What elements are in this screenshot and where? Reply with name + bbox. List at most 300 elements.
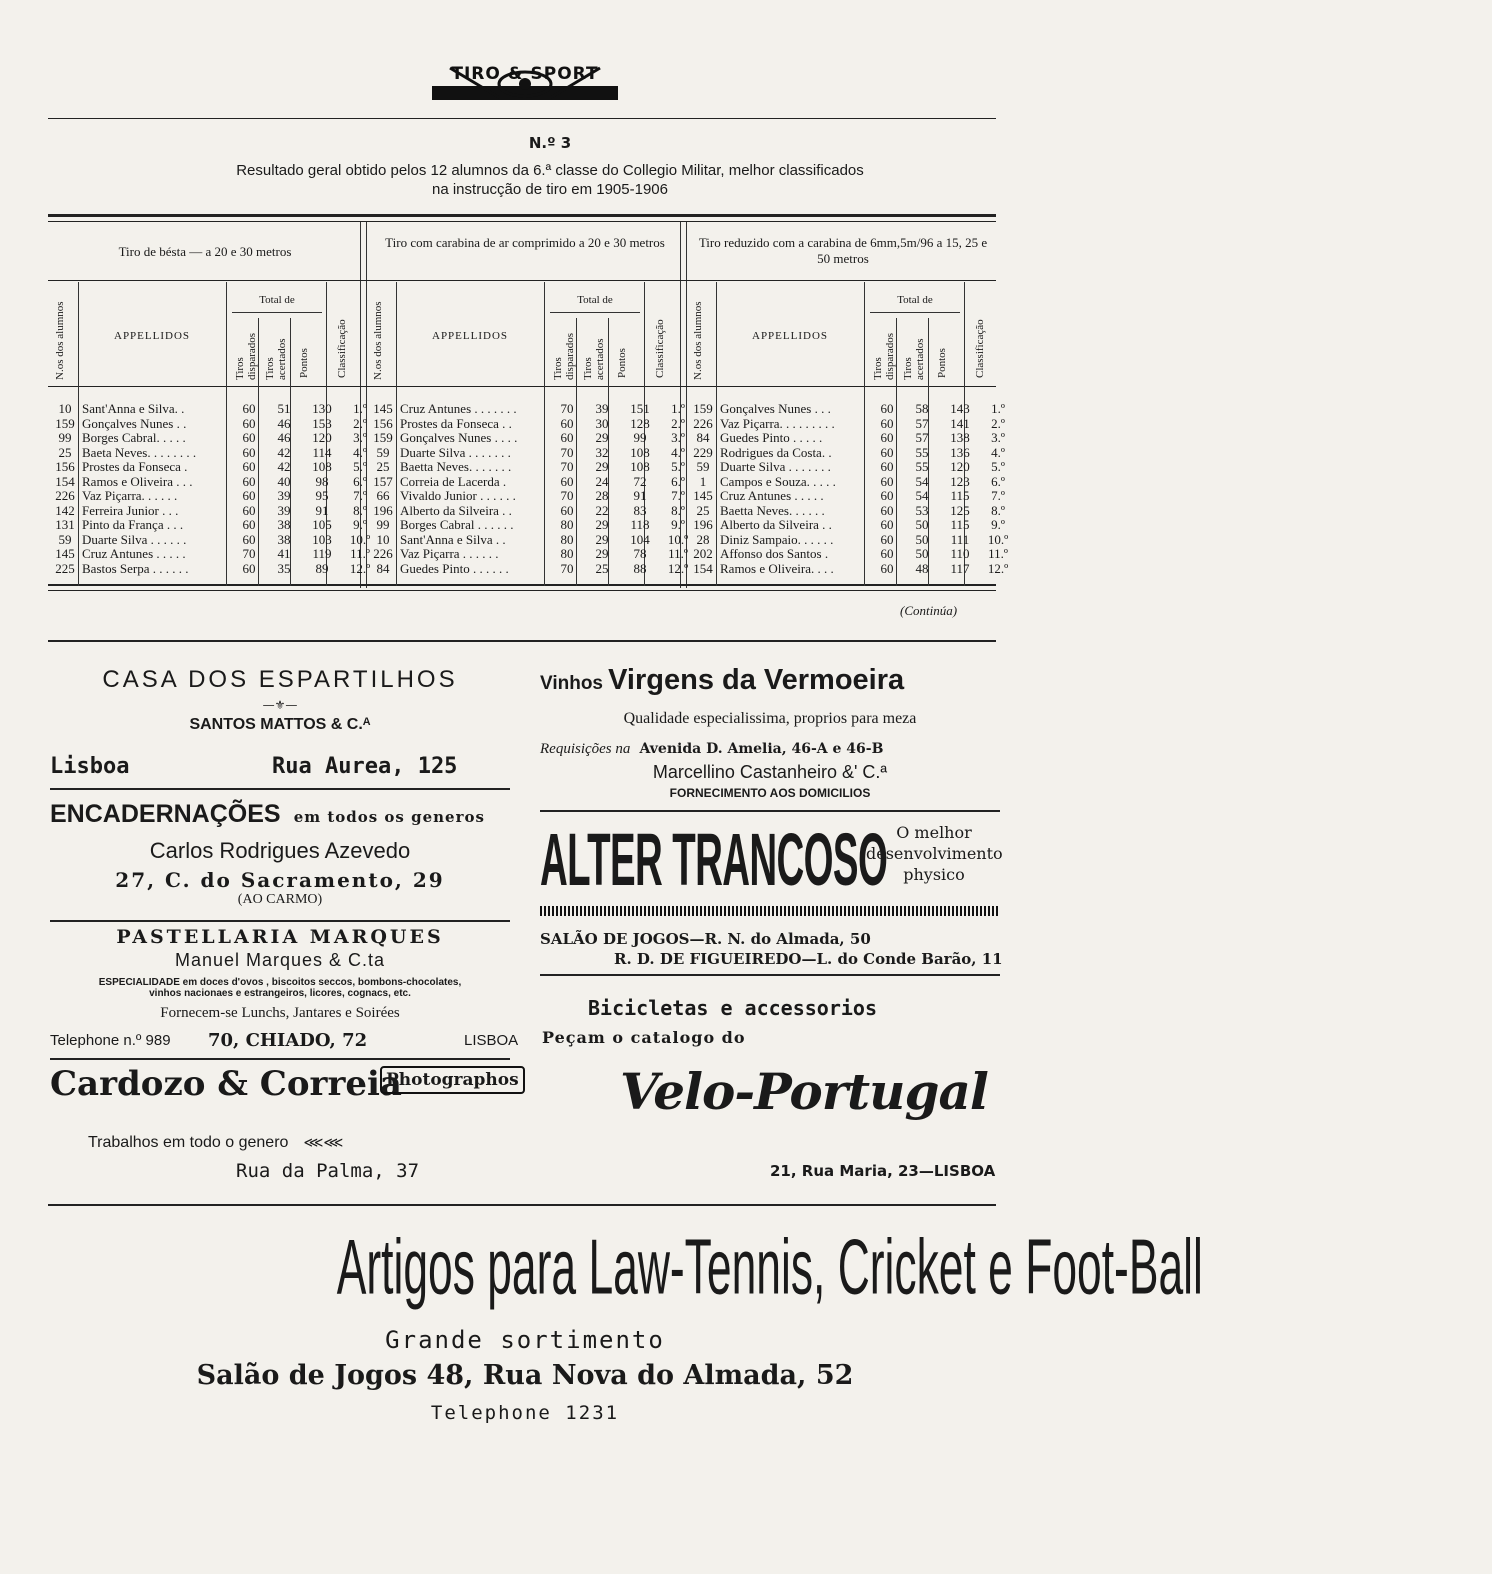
shots-hit: 29	[595, 459, 609, 474]
rank: 10.º	[987, 531, 1009, 547]
points: 115	[950, 517, 970, 532]
student-name: Gonçalves Nunes . . .	[720, 401, 831, 416]
rank: 11.º	[988, 546, 1008, 561]
col-header-names: APPELLIDOS	[752, 330, 829, 342]
student-name: Gonçalves Nunes . . . .	[400, 430, 518, 445]
rank: 9.º	[353, 517, 367, 532]
group-title-ar: Tiro com carabina de ar comprimido a 20 e 30 metros	[385, 235, 665, 250]
table-row	[50, 460, 378, 475]
student-number: 28	[696, 531, 710, 547]
table-row	[688, 460, 1016, 475]
ad-alter-line2: R. D. DE FIGUEIREDO—L. do Conde Barão, 11	[614, 950, 1003, 968]
student-number: 59	[696, 459, 710, 474]
student-number: 25	[696, 502, 710, 518]
points: 120	[312, 430, 332, 445]
student-name: Vaz Piçarra. . . . . .	[82, 488, 178, 503]
points: 111	[950, 531, 970, 547]
student-number: 159	[693, 401, 713, 416]
points: 130	[312, 401, 332, 416]
points: 110	[950, 546, 970, 561]
rank: 5.º	[991, 459, 1005, 474]
ad-espartilhos-title: CASA DOS ESPARTILHOS	[102, 666, 458, 693]
shots-fired: 60	[880, 502, 894, 518]
table-caption-line1: Resultado geral obtido pelos 12 alumnos da 6.ª classe do Collegio Militar, melhor classificados	[236, 162, 864, 179]
rank: 3.º	[671, 430, 685, 445]
student-number: 159	[55, 415, 75, 431]
ad-cardozo-title: Cardozo & Correia	[50, 1064, 402, 1104]
shots-fired: 60	[242, 473, 256, 489]
ad-encadernacoes-tagline: em todos os generos	[293, 808, 485, 826]
student-name: Bastos Serpa . . . . . .	[82, 560, 189, 576]
shots-fired: 60	[560, 502, 574, 518]
shots-hit: 50	[915, 546, 929, 561]
shots-hit: 29	[595, 546, 609, 561]
student-name: Vivaldo Junior . . . . . .	[400, 488, 516, 503]
ad-encadernacoes-note: (AO CARMO)	[237, 892, 323, 907]
col-header-total: Total de	[577, 294, 613, 306]
shots-fired: 70	[560, 459, 574, 474]
student-name: Baetta Neves. . . . . . .	[400, 459, 512, 474]
student-number: 99	[376, 517, 390, 532]
student-name: Alberto da Silveira . .	[720, 517, 832, 532]
rank: 4.º	[353, 444, 367, 460]
shots-hit: 51	[277, 401, 291, 416]
student-name: Cruz Antunes . . . . .	[82, 546, 186, 561]
points: 128	[630, 415, 650, 431]
student-number: 159	[373, 430, 393, 445]
ad-vinhos-req-address: Avenida D. Amelia, 46-A e 46-B	[639, 741, 884, 757]
points: 89	[315, 560, 329, 576]
shots-fired: 60	[880, 473, 894, 489]
col-header-hits: Tiros acertados	[582, 338, 606, 380]
ad-vinhos-firm: Marcellino Castanheiro &' C.ª	[652, 762, 888, 782]
shots-fired: 80	[560, 531, 574, 547]
rank: 2.º	[353, 415, 367, 431]
ad-encadernacoes-address: 27, C. do Sacramento, 29	[115, 868, 445, 892]
student-name: Gonçalves Nunes . .	[82, 415, 187, 431]
shots-fired: 60	[880, 531, 894, 547]
student-number: 10	[58, 401, 72, 416]
ad-alter-side2: desenvolvimento	[866, 844, 1003, 863]
table-row	[368, 504, 696, 519]
points: 91	[315, 502, 329, 518]
points: 88	[633, 560, 647, 576]
student-name: Ramos e Oliveira . . .	[82, 473, 193, 489]
shots-hit: 55	[915, 444, 929, 460]
col-header-rank: Classificação	[336, 319, 348, 378]
shots-fired: 60	[560, 430, 574, 445]
col-header-num: N.os dos alumnos	[692, 301, 704, 380]
table-row	[368, 518, 696, 533]
col-header-num: N.os dos alumnos	[372, 301, 384, 380]
arrows-icon: ⋘⋘	[303, 1135, 344, 1151]
table-row	[368, 547, 696, 562]
student-number: 84	[696, 430, 710, 445]
ad-pastellaria-title: PASTELLARIA MARQUES	[116, 926, 444, 948]
student-number: 154	[55, 473, 75, 489]
ad-pastellaria-city: LISBOA	[464, 1032, 519, 1049]
shots-hit: 46	[277, 415, 291, 431]
table-row	[368, 489, 696, 504]
ad-alter-side1: O melhor	[896, 823, 972, 842]
col-header-points: Pontos	[616, 348, 628, 378]
rank: 6.º	[671, 473, 685, 489]
table-row	[688, 504, 1016, 519]
group-title-reduzido: Tiro reduzido com a carabina de 6mm,5m/96 a 15, 25 e 50 metros	[698, 235, 988, 266]
ad-alter-title	[540, 818, 888, 902]
points: 119	[312, 546, 332, 561]
shots-hit: 54	[915, 488, 929, 503]
shots-hit: 38	[277, 531, 291, 547]
points: 153	[312, 415, 332, 431]
points: 103	[312, 531, 332, 547]
points: 115	[950, 488, 970, 503]
table-row	[50, 431, 378, 446]
student-number: 59	[376, 444, 390, 460]
shots-hit: 29	[595, 531, 609, 547]
shots-hit: 22	[595, 502, 609, 518]
col-header-hits: Tiros acertados	[264, 338, 288, 380]
table-row	[368, 446, 696, 461]
student-number: 145	[693, 488, 713, 503]
student-number: 145	[55, 546, 75, 561]
rank: 12.º	[349, 560, 371, 576]
ad-espartilhos-city: Lisboa	[50, 754, 130, 779]
student-name: Sant'Anna e Silva. .	[82, 401, 185, 416]
shots-hit: 42	[277, 459, 291, 474]
ad-alter-title-text: ALTER TRANCOSO	[540, 819, 888, 902]
points: 95	[315, 488, 329, 503]
table-row	[50, 475, 378, 490]
ad-bicicletas-line: Peçam o catalogo do	[542, 1028, 746, 1047]
student-number: 84	[376, 560, 390, 576]
shots-fired: 60	[880, 415, 894, 431]
ad-espartilhos-address: Rua Aurea, 125	[272, 754, 458, 779]
student-name: Vaz Piçarra . . . . . .	[400, 546, 499, 561]
ad-alter-side3: physico	[903, 865, 965, 884]
student-number: 10	[376, 531, 390, 547]
shots-fired: 60	[242, 444, 256, 460]
rank: 10.º	[667, 531, 689, 547]
student-number: 229	[693, 444, 713, 460]
points: 104	[630, 531, 650, 547]
student-number: 196	[693, 517, 713, 532]
ad-pastellaria-spec1: ESPECIALIDADE em doces d'ovos , biscoitos seccos, bombons-chocolates,	[98, 977, 462, 988]
ad-vinhos-title: Virgens da Vermoeira	[608, 664, 905, 696]
points: 141	[950, 415, 970, 431]
student-number: 226	[693, 415, 713, 431]
student-name: Borges Cabral. . . . .	[82, 430, 186, 445]
rank: 9.º	[671, 517, 685, 532]
student-number: 145	[373, 401, 393, 416]
masthead	[430, 62, 620, 104]
rank: 8.º	[671, 502, 685, 518]
table-besta	[50, 402, 378, 576]
student-name: Vaz Piçarra. . . . . . . . .	[720, 415, 835, 431]
ad-artigos-phone: Telephone 1231	[430, 1402, 620, 1424]
shots-fired: 60	[880, 401, 894, 416]
table-row	[50, 562, 378, 577]
table-row	[50, 533, 378, 548]
student-number: 225	[55, 560, 75, 576]
shots-hit: 57	[915, 415, 929, 431]
student-number: 157	[373, 473, 393, 489]
student-name: Prostes da Fonseca . .	[400, 415, 512, 431]
shots-hit: 25	[595, 560, 609, 576]
student-number: 226	[373, 546, 393, 561]
ad-bicicletas-brand: Velo-Portugal	[620, 1062, 988, 1121]
ad-alter-underline	[540, 906, 1000, 916]
student-number: 154	[693, 560, 713, 576]
points: 117	[950, 560, 970, 576]
rank: 1.º	[353, 401, 367, 416]
student-name: Cruz Antunes . . . . . . .	[400, 401, 517, 416]
rank: 6.º	[991, 473, 1005, 489]
rank: 11.º	[350, 546, 370, 561]
student-name: Rodrigues da Costa. .	[720, 444, 832, 460]
shots-fired: 70	[560, 560, 574, 576]
rank: 12.º	[987, 560, 1009, 576]
shots-fired: 70	[560, 444, 574, 460]
student-number: 1	[699, 473, 707, 489]
rank: 8.º	[353, 502, 367, 518]
shots-fired: 60	[560, 473, 574, 489]
student-name: Duarte Silva . . . . . . .	[720, 459, 831, 474]
shots-fired: 60	[242, 502, 256, 518]
rank: 5.º	[671, 459, 685, 474]
table-row	[688, 562, 1016, 577]
col-header-fired: Tiros disparados	[552, 332, 576, 380]
shots-hit: 50	[915, 531, 929, 547]
ad-bicicletas-address: 21, Rua Maria, 23—LISBOA	[770, 1162, 996, 1180]
student-name: Diniz Sampaio. . . . . .	[720, 531, 834, 547]
student-name: Pinto da França . . .	[82, 517, 184, 532]
ad-bicicletas-title: Bicicletas e accessorios	[588, 996, 877, 1020]
points: 120	[950, 459, 970, 474]
col-header-names: APPELLIDOS	[114, 330, 191, 342]
table-row	[50, 402, 378, 417]
student-name: Guedes Pinto . . . . .	[720, 430, 823, 445]
student-name: Duarte Silva . . . . . . .	[400, 444, 511, 460]
student-name: Correia de Lacerda .	[400, 473, 507, 489]
rank: 11.º	[668, 546, 688, 561]
shots-hit: 41	[277, 546, 291, 561]
col-header-points: Pontos	[298, 348, 310, 378]
shots-hit: 55	[915, 459, 929, 474]
ad-vinhos-quality: Qualidade especialissima, proprios para meza	[623, 710, 917, 727]
shots-fired: 60	[880, 430, 894, 445]
col-header-fired: Tiros disparados	[872, 332, 896, 380]
ad-encadernacoes-title: ENCADERNAÇÕES	[50, 800, 281, 828]
student-name: Duarte Silva . . . . . .	[82, 531, 187, 547]
ad-cardozo-address: Rua da Palma, 37	[236, 1160, 420, 1182]
ad-pastellaria-address: 70, CHIADO, 72	[208, 1030, 368, 1051]
ad-vinhos-prefix: Vinhos	[540, 673, 603, 694]
shots-fired: 80	[560, 546, 574, 561]
points: 118	[630, 517, 650, 532]
rank: 10.º	[349, 531, 371, 547]
student-name: Affonso dos Santos .	[720, 546, 829, 561]
col-header-rank: Classificação	[654, 319, 666, 378]
student-name: Ramos e Oliveira. . . .	[720, 560, 834, 576]
shots-fired: 60	[242, 531, 256, 547]
ad-pastellaria-phone: Telephone n.º 989	[50, 1032, 171, 1049]
shots-fired: 60	[560, 415, 574, 431]
shots-hit: 30	[595, 415, 609, 431]
shots-hit: 48	[915, 560, 929, 576]
rank: 4.º	[671, 444, 685, 460]
col-header-total: Total de	[259, 294, 295, 306]
table-row	[688, 446, 1016, 461]
rank: 2.º	[991, 415, 1005, 431]
points: 114	[312, 444, 332, 460]
student-number: 59	[58, 531, 72, 547]
rank: 7.º	[353, 488, 367, 503]
student-name: Sant'Anna e Silva . .	[400, 531, 506, 547]
table-row	[688, 402, 1016, 417]
rank: 2.º	[671, 415, 685, 431]
rank: 7.º	[991, 488, 1005, 503]
table-number: N.º 3	[528, 134, 572, 152]
shots-hit: 39	[277, 488, 291, 503]
shots-fired: 60	[242, 401, 256, 416]
shots-hit: 38	[277, 517, 291, 532]
points: 125	[950, 502, 970, 518]
rank: 8.º	[991, 502, 1005, 518]
table-row	[688, 547, 1016, 562]
student-number: 142	[55, 502, 75, 518]
shots-hit: 42	[277, 444, 291, 460]
shots-fired: 70	[242, 546, 256, 561]
table-row	[368, 417, 696, 432]
rank: 1.º	[991, 401, 1005, 416]
points: 123	[950, 473, 970, 489]
continua-note: (Continúa)	[900, 603, 958, 618]
student-number: 226	[55, 488, 75, 503]
rank: 3.º	[991, 430, 1005, 445]
table-row	[50, 518, 378, 533]
points: 83	[633, 502, 647, 518]
table-row	[368, 402, 696, 417]
shots-hit: 54	[915, 473, 929, 489]
table-row	[368, 562, 696, 577]
ad-vinhos-req-label: Requisições na	[540, 741, 631, 757]
ad-cardozo-tag: Photographos	[380, 1066, 525, 1094]
student-name: Guedes Pinto . . . . . .	[400, 560, 509, 576]
student-name: Baetta Neves. . . . . .	[720, 502, 825, 518]
rank: 7.º	[671, 488, 685, 503]
shots-hit: 46	[277, 430, 291, 445]
group-title-besta: Tiro de bésta — a 20 e 30 metros	[118, 244, 292, 259]
shots-fired: 60	[880, 560, 894, 576]
table-row	[688, 489, 1016, 504]
rank: 5.º	[353, 459, 367, 474]
shots-fired: 70	[560, 488, 574, 503]
shots-hit: 53	[915, 502, 929, 518]
col-header-hits: Tiros acertados	[902, 338, 926, 380]
shots-hit: 24	[595, 473, 609, 489]
rank: 6.º	[353, 473, 367, 489]
shots-hit: 57	[915, 430, 929, 445]
ad-espartilhos-firm: SANTOS MATTOS & C.ᴬ	[189, 716, 371, 733]
points: 136	[950, 444, 970, 460]
shots-fired: 60	[880, 444, 894, 460]
shots-fired: 80	[560, 517, 574, 532]
table-row	[50, 489, 378, 504]
table-row	[50, 417, 378, 432]
shots-hit: 39	[595, 401, 609, 416]
ornament-icon: —⚜—	[262, 698, 298, 712]
rank: 3.º	[353, 430, 367, 445]
shots-hit: 40	[277, 473, 291, 489]
student-name: Ferreira Junior . . .	[82, 502, 179, 518]
ad-pastellaria-owner: Manuel Marques & C.ta	[174, 950, 386, 970]
points: 143	[950, 401, 970, 416]
ad-artigos-title: Artigos para Law-Tennis, Cricket e Foot-Ball	[336, 1223, 1203, 1311]
table-row	[688, 518, 1016, 533]
table-row	[50, 504, 378, 519]
student-number: 156	[55, 459, 75, 474]
ad-vinhos-delivery: FORNECIMENTO AOS DOMICILIOS	[669, 786, 871, 800]
shots-hit: 58	[915, 401, 929, 416]
rank: 9.º	[991, 517, 1005, 532]
col-header-points: Pontos	[936, 348, 948, 378]
student-name: Borges Cabral . . . . . .	[400, 517, 514, 532]
shots-fired: 60	[242, 560, 256, 576]
ad-artigos-line2: Salão de Jogos 48, Rua Nova do Almada, 52	[196, 1360, 854, 1391]
shots-fired: 70	[560, 401, 574, 416]
table-row	[688, 431, 1016, 446]
student-number: 131	[55, 517, 75, 532]
shots-fired: 60	[880, 517, 894, 532]
points: 72	[633, 473, 647, 489]
shots-hit: 29	[595, 517, 609, 532]
points: 99	[633, 430, 647, 445]
table-row	[50, 547, 378, 562]
shots-hit: 29	[595, 430, 609, 445]
shots-fired: 60	[880, 488, 894, 503]
shots-fired: 60	[242, 415, 256, 431]
table-caption-line2: na instrucção de tiro em 1905-1906	[432, 181, 668, 198]
student-number: 156	[373, 415, 393, 431]
points: 98	[315, 473, 329, 489]
shots-fired: 60	[242, 430, 256, 445]
col-header-total: Total de	[897, 294, 933, 306]
col-header-fired: Tiros disparados	[234, 332, 258, 380]
rank: 4.º	[991, 444, 1005, 460]
table-row	[368, 533, 696, 548]
points: 105	[312, 517, 332, 532]
col-header-rank: Classificação	[974, 319, 986, 378]
shots-fired: 60	[880, 546, 894, 561]
masthead-title: TIRO & SPORT	[451, 64, 599, 84]
student-number: 196	[373, 502, 393, 518]
points: 91	[633, 488, 647, 503]
points: 108	[312, 459, 332, 474]
shots-hit: 32	[595, 444, 609, 460]
student-name: Prostes da Fonseca .	[82, 459, 188, 474]
student-name: Campos e Souza. . . . .	[720, 473, 836, 489]
student-number: 99	[58, 430, 72, 445]
rank: 12.º	[667, 560, 689, 576]
shots-fired: 60	[242, 517, 256, 532]
rank: 1.º	[671, 401, 685, 416]
table-row	[50, 446, 378, 461]
table-row	[368, 475, 696, 490]
student-number: 25	[376, 459, 390, 474]
shots-fired: 60	[880, 459, 894, 474]
student-name: Alberto da Silveira . .	[400, 502, 512, 518]
